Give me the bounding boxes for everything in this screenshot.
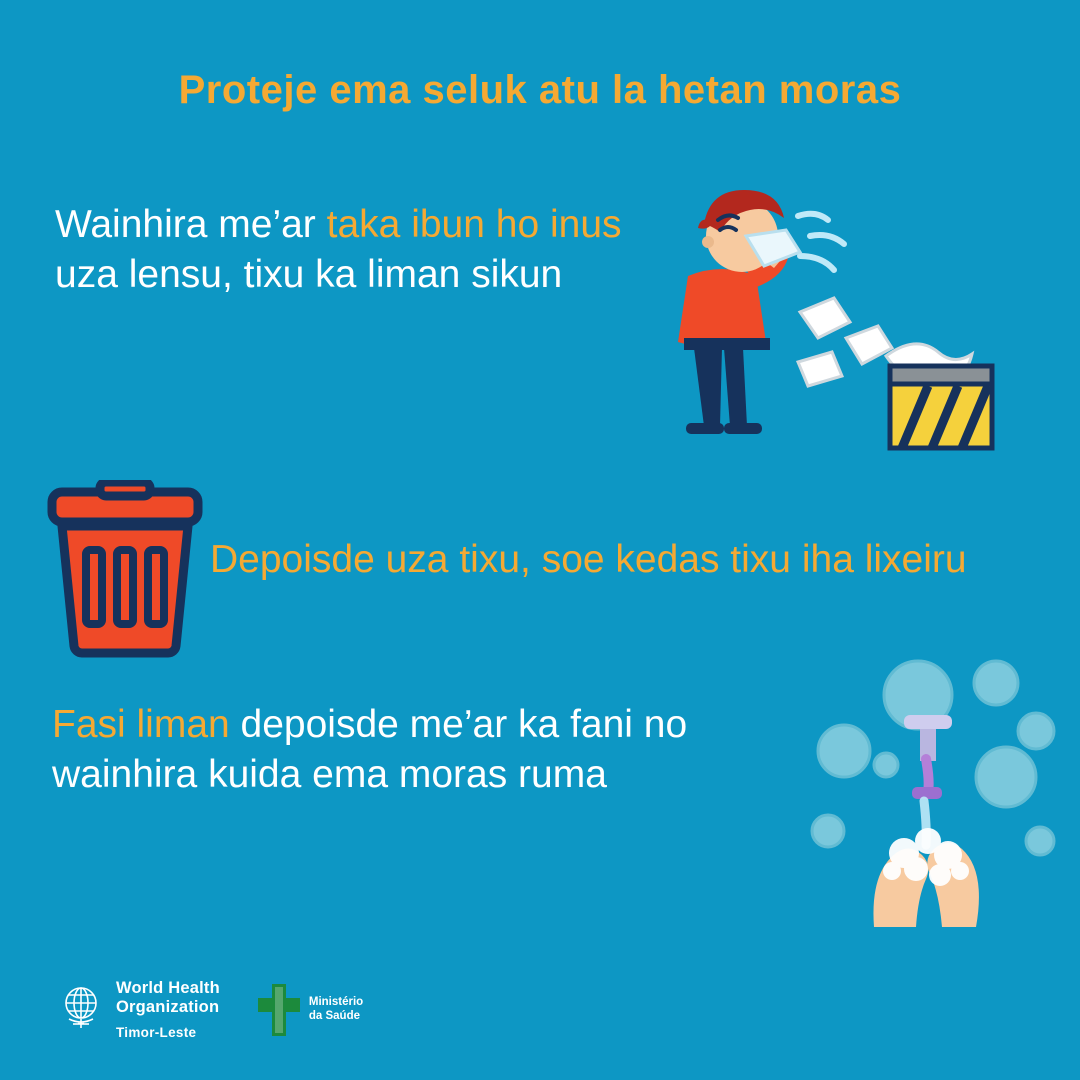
page-title: Proteje ema seluk atu la hetan moras: [178, 68, 902, 112]
trash-bin-icon: [38, 480, 213, 660]
message-2-text: Depoisde uza tixu, soe kedas tixu iha lixeiru: [210, 538, 967, 581]
ministry-name-line-2: da Saúde: [308, 1009, 360, 1022]
who-country-label: Timor-Leste: [116, 1025, 197, 1040]
message-wash-hands: [52, 700, 712, 800]
message-1-part-3: uza lensu, tixu ka liman sikun: [55, 252, 563, 296]
message-3-part-2: depoisde me’ar ka fani no wainhira kuida ema moras ruma: [52, 703, 688, 796]
message-3-highlight: Fasi liman: [52, 703, 241, 746]
footer-logos: [55, 979, 363, 1040]
who-logo: [55, 979, 220, 1040]
who-emblem-icon: [55, 979, 107, 1031]
message-throw-tissue-in-bin: [210, 535, 1030, 585]
who-name-line-2: Organization: [116, 997, 220, 1016]
ministry-name-line-1: Ministério: [308, 996, 364, 1009]
message-cover-mouth-and-nose: [55, 200, 635, 300]
green-cross-icon: [256, 982, 302, 1038]
message-1-highlight: taka ibun ho inus: [326, 203, 622, 246]
message-1-part-1: Wainhira me’ar: [55, 203, 327, 246]
who-name-line-1: World Health: [116, 979, 220, 998]
handwashing-illustration: [800, 655, 1060, 940]
ministry-of-health-logo: [256, 982, 363, 1038]
sneezing-boy-illustration: [650, 180, 1030, 490]
